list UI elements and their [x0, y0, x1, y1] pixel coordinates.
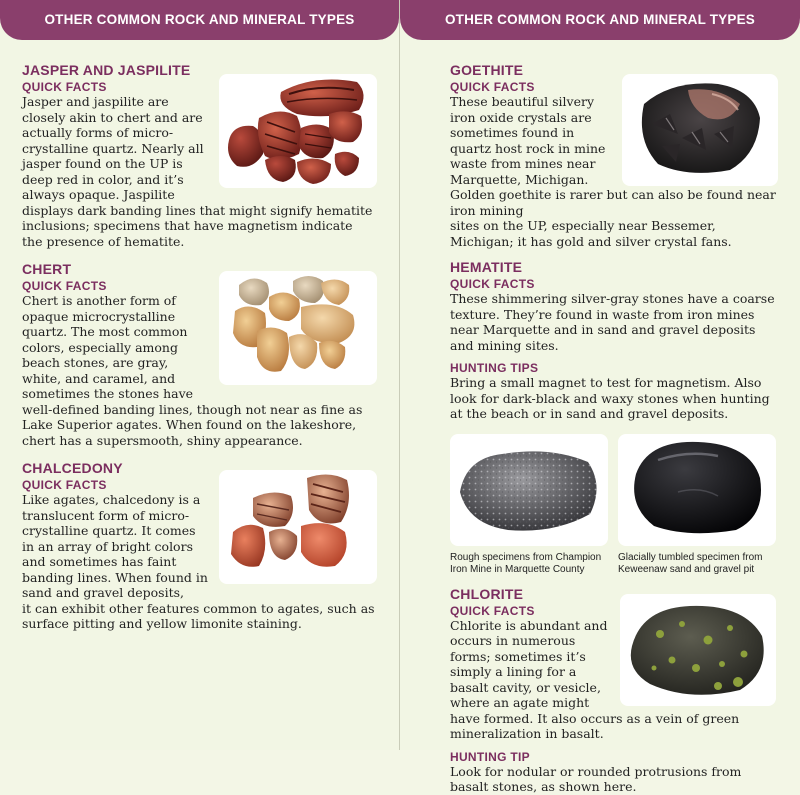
hematite-hunting-label: HUNTING TIPS — [450, 361, 539, 375]
chert-quick-facts-label: QUICK FACTS — [22, 279, 107, 293]
right-page-header: OTHER COMMON ROCK AND MINERAL TYPES — [400, 0, 800, 40]
hematite-caption-left: Rough specimens from Champion Iron Mine in Marquette County — [450, 551, 602, 575]
hematite-photos — [450, 434, 776, 576]
hematite-hunting-text: Bring a small magnet to test for magnetism. Also look for dark-black and waxy stones when hunting at the beach or in sand and gravel deposits. — [450, 375, 770, 421]
chlorite-section — [400, 576, 800, 795]
hematite-title: HEMATITE — [450, 259, 523, 275]
chert-title: CHERT — [22, 261, 72, 277]
chlorite-quick-facts-label: QUICK FACTS — [450, 603, 535, 618]
chlorite-photo — [620, 594, 776, 706]
left-page — [0, 0, 400, 750]
chlorite-hunting-label: HUNTING TIP — [450, 749, 530, 764]
jasper-text-full: displays dark banding lines that might signify hematite inclusions; specimens that have magnetism indicate the presence of hematite. — [22, 202, 373, 249]
jasper-text-wrap: Jasper and jaspilite are closely akin to chert and are actually forms of micro-crystalline quartz. Nearly all jasper found on the UP is deep red in color, and it’s always opaque. Jaspilite — [22, 94, 204, 202]
chalcedony-text-wrap: Like agates, chalcedony is a translucent form of micro-crystalline quartz. It comes in an array of bright colors and sometimes has faint banding lines. When found in sand and gravel deposits, — [22, 492, 208, 600]
hematite-photo-tumbled-group — [618, 434, 776, 576]
hematite-section — [400, 249, 800, 576]
right-page — [400, 0, 800, 794]
chert-text-full: well-defined banding lines, though not near as fine as Lake Superior agates. When found on the lakeshore, chert has a supersmooth, shiny appearance. — [22, 401, 363, 448]
goethite-quick-facts-label: QUICK FACTS — [450, 80, 535, 94]
goethite-text-full: sites on the UP, especially near Bessemer, Michigan; it has gold and silver crystal fans. — [450, 218, 732, 249]
chlorite-title: CHLORITE — [450, 585, 524, 602]
hematite-photo-tumbled — [618, 434, 776, 546]
goethite-title: GOETHITE — [450, 62, 524, 78]
hematite-quick-facts-label: QUICK FACTS — [450, 277, 535, 291]
chlorite-hunting-text: Look for nodular or rounded protrusions from basalt stones, as shown here. — [450, 763, 742, 794]
chalcedony-title: CHALCEDONY — [22, 460, 123, 476]
left-page-header: OTHER COMMON ROCK AND MINERAL TYPES — [0, 0, 399, 40]
jasper-quick-facts-label: QUICK FACTS — [22, 80, 107, 94]
jasper-photo — [219, 74, 377, 188]
chlorite-text: Chlorite is abundant and occurs in numerous forms; sometimes it’s simply a lining for a basalt cavity, or vesicle, where an agate might have formed. It also occurs as a vein of green mineralization in basalt. — [450, 617, 740, 741]
chalcedony-section — [0, 448, 399, 632]
hematite-text: These shimmering silver-gray stones have a coarse texture. They’re found in waste from iron mines near Marquette and in sand and gravel deposits and mining sites. — [450, 291, 775, 353]
goethite-section — [400, 40, 800, 249]
jasper-title: JASPER AND JASPILITE — [22, 62, 191, 78]
chert-text-wrap: Chert is another form of opaque microcrystalline quartz. The most common colors, especially among beach stones, are gray, white, and caramel, and sometimes the stones have — [22, 293, 194, 401]
chalcedony-text-full: it can exhibit other features common to agates, such as surface pitting and yellow limonite staining. — [22, 600, 375, 631]
jasper-section — [0, 40, 399, 249]
hematite-photo-rough — [450, 434, 608, 546]
goethite-photo — [622, 74, 778, 186]
goethite-text-wrap: These beautiful silvery iron oxide crystals are sometimes found in quartz host rock in mine waste from mines near Marquette, Michigan. Golden goethite is rarer but can also be found near iron mining — [450, 94, 776, 218]
chalcedony-quick-facts-label: QUICK FACTS — [22, 478, 107, 492]
hematite-photo-rough-group — [450, 434, 608, 576]
chert-section — [0, 249, 399, 448]
chalcedony-photo — [219, 470, 377, 584]
hematite-caption-right: Glacially tumbled specimen from Keweenaw sand and gravel pit — [618, 551, 763, 575]
chert-photo — [219, 271, 377, 385]
